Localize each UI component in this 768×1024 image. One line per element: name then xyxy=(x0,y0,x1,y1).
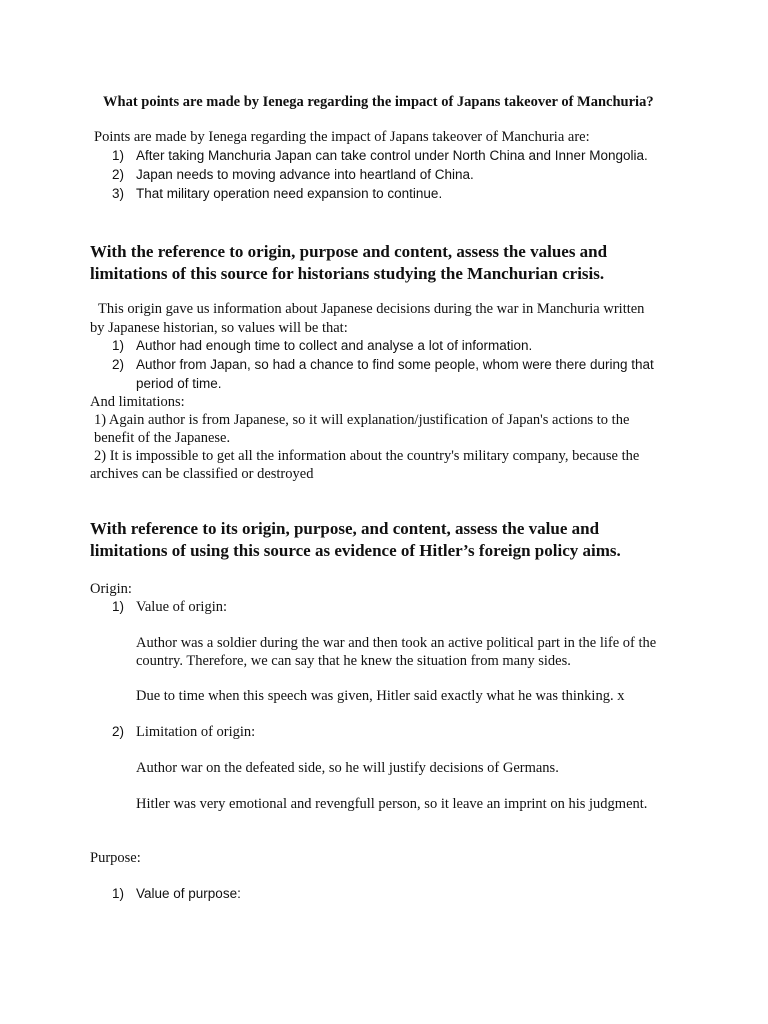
limitation-2-line-2: archives can be classified or destroyed xyxy=(90,466,314,482)
list-number: 2) xyxy=(112,167,125,182)
limitation-2-line-1: 2) It is impossible to get all the information about the country's military company, because the xyxy=(94,448,640,464)
origin-label: Origin: xyxy=(90,581,132,597)
question-1-title: What points are made by Ienega regarding the impact of Japans takeover of Manchuria? xyxy=(103,94,654,110)
list-number: 2) xyxy=(112,724,125,739)
limitation-of-origin-para-2: Hitler was very emotional and revengfull person, so it leave an imprint on his judgment. xyxy=(136,796,648,812)
list-item: Author from Japan, so had a chance to find some people, whom were there during that xyxy=(136,357,654,372)
question-2-title-line-1: With the reference to origin, purpose and content, assess the values and xyxy=(90,242,608,261)
list-item: Author had enough time to collect and analyse a lot of information. xyxy=(136,338,533,353)
list-item: After taking Manchuria Japan can take control under North China and Inner Mongolia. xyxy=(136,148,648,163)
value-of-purpose-label: Value of purpose: xyxy=(136,886,241,901)
list-item: That military operation need expansion to continue. xyxy=(136,186,443,201)
value-of-origin-para-2: Due to time when this speech was given, Hitler said exactly what he was thinking. x xyxy=(136,688,625,704)
question-2-intro-line-1: This origin gave us information about Japanese decisions during the war in Manchuria written xyxy=(98,301,645,317)
question-1-intro: Points are made by Ienega regarding the impact of Japans takeover of Manchuria are: xyxy=(94,129,590,145)
value-of-origin-para-1-line-1: Author was a soldier during the war and then took an active political part in the life of the xyxy=(136,635,657,651)
list-number: 1) xyxy=(112,148,125,163)
list-number: 1) xyxy=(112,338,125,353)
value-of-origin-para-1-line-2: country. Therefore, we can say that he knew the situation from many sides. xyxy=(136,653,571,669)
list-number: 1) xyxy=(112,599,125,614)
list-number: 3) xyxy=(112,186,125,201)
list-number: 1) xyxy=(112,886,125,901)
question-3-title-line-2: limitations of using this source as evidence of Hitler’s foreign policy aims. xyxy=(90,541,621,560)
list-item-continued: period of time. xyxy=(136,376,222,391)
limitation-of-origin-label: Limitation of origin: xyxy=(136,724,256,740)
purpose-label: Purpose: xyxy=(90,850,141,866)
list-item: Japan needs to moving advance into heartland of China. xyxy=(136,167,474,182)
question-2-intro-line-2: by Japanese historian, so values will be that: xyxy=(90,320,348,336)
limitation-1-line-2: benefit of the Japanese. xyxy=(94,430,231,446)
question-3-title-line-1: With reference to its origin, purpose, and content, assess the value and xyxy=(90,519,600,538)
question-2-title-line-2: limitations of this source for historians studying the Manchurian crisis. xyxy=(90,264,605,283)
limitation-of-origin-para-1: Author war on the defeated side, so he will justify decisions of Germans. xyxy=(136,760,559,776)
value-of-origin-label: Value of origin: xyxy=(136,599,228,615)
limitations-label: And limitations: xyxy=(90,394,185,410)
list-number: 2) xyxy=(112,357,125,372)
limitation-1-line-1: 1) Again author is from Japanese, so it will explanation/justification of Japan's actions to the xyxy=(94,412,630,428)
